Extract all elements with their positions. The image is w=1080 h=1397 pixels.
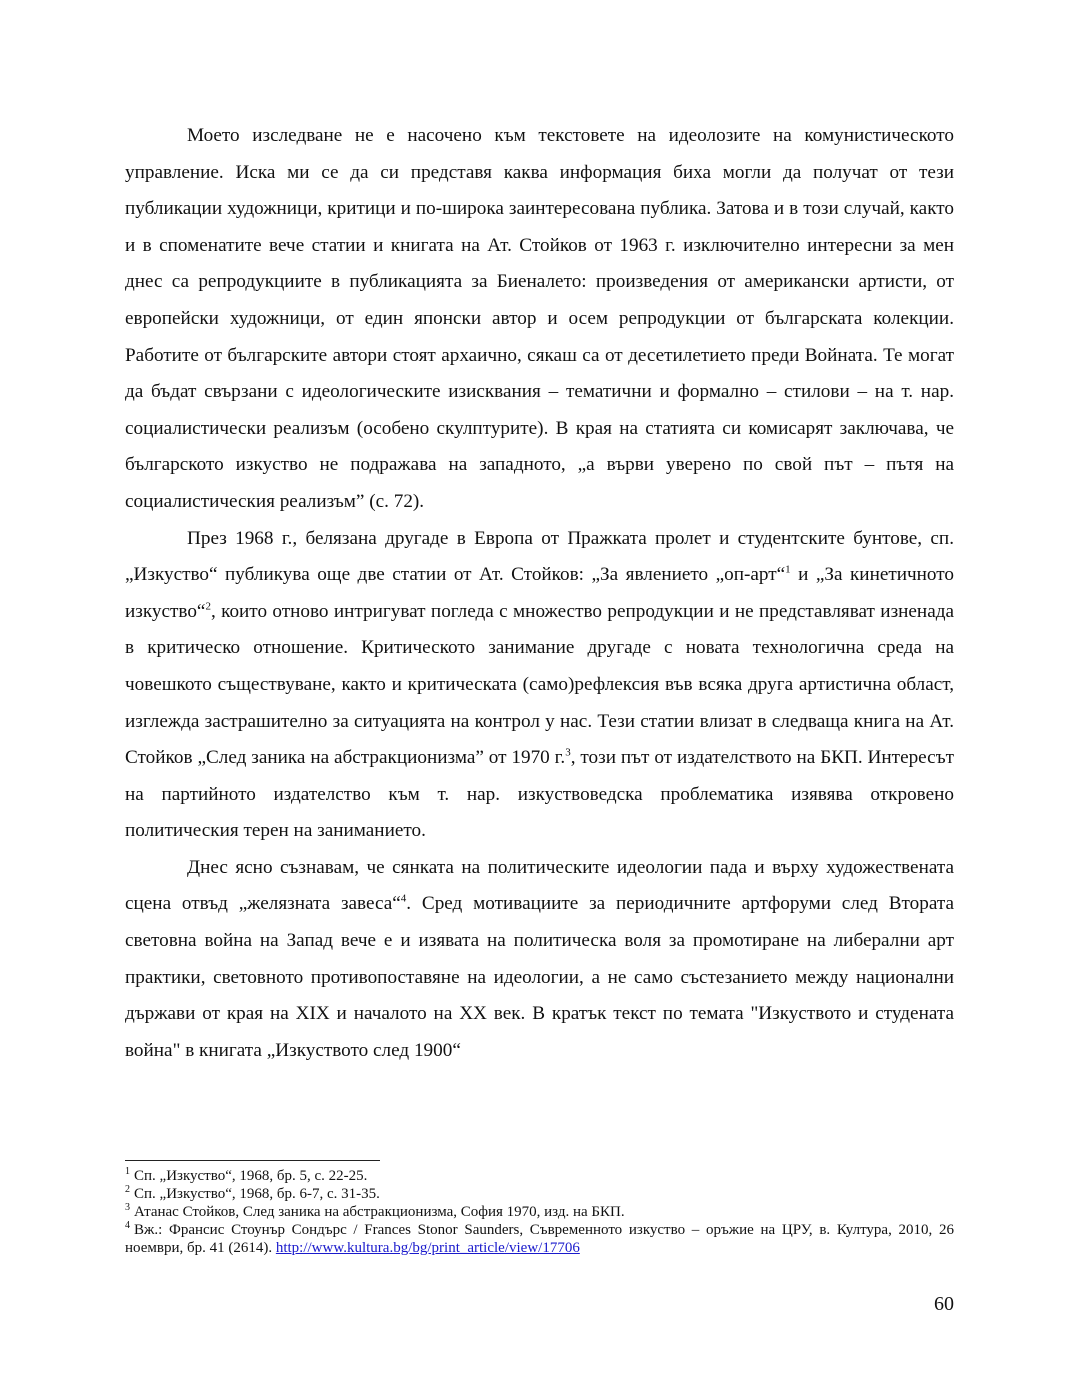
footnote-text: Сп. „Изкуство“, 1968, бр. 5, с. 22-25. <box>134 1168 368 1184</box>
footnotes <box>125 1167 954 1257</box>
footnote-text: Атанас Стойков, След заника на абстракционизма, София 1970, изд. на БКП. <box>134 1204 625 1220</box>
paragraph-1: Моето изследване не е насочено към текстовете на идеолозите на комунистическото управление. Иска ми се да си представя каква информация биха могли да получат от тези публикации художници, критици и по-широка заинтересована публика. Затова и в този случай, както и в споменатите вече статии и книгата на Ат. Стойков от 1963 г. изключително интересни за мен днес са репродукциите в публикацията за Биеналето: произведения от американски артисти, от европейски художници, от един японски автор и осем репродукции от българската колекции. Работите от българските автори стоят архаично, сякаш са от десетилетието преди Войната. Те могат да бъдат свързани с идеологическите изисквания – тематични и формално – стилови – на т. нар. социалистически реализъм (особено скулптурите). В края на статията си комисарят заключава, че българското изкуство не подражава на западното, „а върви уверено по свой път – пътя на социалистическия реализъм” (с. 72). <box>125 125 954 512</box>
footnote-number: 1 <box>125 1166 130 1177</box>
footnote-ref-2[interactable]: 2 <box>205 600 211 613</box>
footnote-number: 3 <box>125 1202 130 1213</box>
footnote-text: Вж.: Франсис Стоунър Сондърс / Frances Stonor Saunders, Съвременното изкуство – оръжие на ЦРУ, в. Култура, 2010, 26 ноември, бр. 41 (2614). <box>125 1222 954 1256</box>
footnote-1 <box>125 1167 954 1185</box>
footnote-2 <box>125 1185 954 1203</box>
footnote-ref-1[interactable]: 1 <box>785 563 791 576</box>
paragraph-2-text-a: През 1968 г., белязана другаде в Европа от Пражката пролет и студентските бунтове, сп. „Изкуство“ публикува още две статии от Ат. Стойков: „За явлението „оп-арт“ <box>125 527 954 586</box>
footnote-text: Сп. „Изкуство“, 1968, бр. 6-7, с. 31-35. <box>134 1186 380 1202</box>
footnote-3 <box>125 1203 954 1221</box>
paragraph-2 <box>125 521 954 850</box>
paragraph-3-text-a: Днес ясно съзнавам, че сянката на политическите идеологии пада и върху художествената сцена отвъд „желязната завеса“ <box>125 856 954 915</box>
paragraph-3 <box>125 850 954 1070</box>
page-body <box>125 118 954 1069</box>
footnote-number: 2 <box>125 1184 130 1195</box>
footnote-4 <box>125 1221 954 1257</box>
paragraph-2-text-c: , които отново интригуват погледа с множество репродукции и не представляват изненада в критическо отношение. Критическото занимание другаде с новата технологична среда на човешкото съществуване, както и критическата (само)рефлексия във всяка друга артистична област, изглежда застрашително за ситуацията на контрол у нас. Тези статии влизат в следваща книга на Ат. Стойков „След заника на абстракционизма” от 1970 г. <box>125 600 954 769</box>
paragraph-2-text-b: и „За кинетичното изкуство“ <box>125 564 954 622</box>
footnote-ref-4[interactable]: 4 <box>400 893 407 906</box>
footnote-number: 4 <box>125 1220 130 1231</box>
paragraph-2-text-d: , този път от издателството на БКП. Интересът на партийното издателство към т. нар. изкуствоведска проблематика изявява откровено политическия терен на заниманието. <box>125 747 954 842</box>
page-number: 60 <box>934 1293 954 1315</box>
paragraph-3-text-b: . Сред мотивациите за периодичните артфоруми след Втората световна война на Запад вече е и изявата на политическа воля за промотиране на либерални арт практики, световното противопоставяне на идеологии, а не само състезанието между национални държави от края на XIX и началото на XX век. В кратък текст по темата "Изкуството и студената война" в книгата „Изкуството след 1900“ <box>125 893 954 1061</box>
footnote-ref-3[interactable]: 3 <box>565 746 571 759</box>
footnote-separator <box>125 1160 380 1161</box>
footnote-link[interactable]: http://www.kultura.bg/bg/print_article/view/17706 <box>275 1240 580 1256</box>
